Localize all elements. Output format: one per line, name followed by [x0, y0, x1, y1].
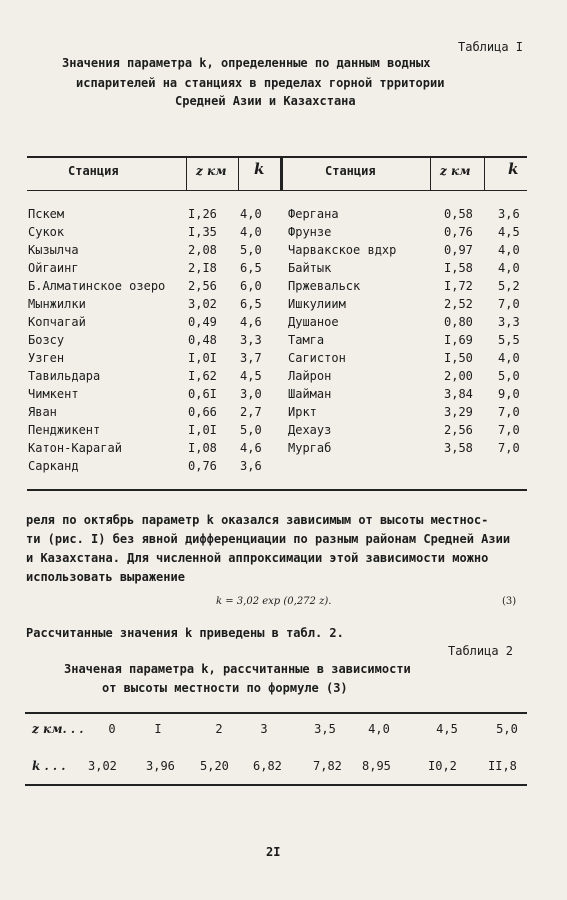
- z-value: 2,I8: [188, 261, 217, 275]
- z-value: 0,76: [444, 225, 473, 239]
- z-value: 0,66: [188, 405, 217, 419]
- table2-k-label: k . . .: [32, 759, 66, 773]
- paragraph-line-1: реля по октябрь параметр k оказался зависимым от высоты местнос-: [26, 513, 489, 527]
- paragraph-line-2: ти (рис. I) без явной дифференциации по разным районам Средней Азии: [26, 532, 511, 546]
- z-value: I,26: [188, 207, 217, 221]
- z-value: I,72: [444, 279, 473, 293]
- z-value: I,69: [444, 333, 473, 347]
- k-value: 4,0: [498, 243, 520, 257]
- k-value: 6,5: [240, 297, 262, 311]
- table2-title-line-2: от высоты местности по формуле (3): [102, 681, 348, 695]
- table1-title-line-3: Средней Азии и Казахстана: [175, 94, 356, 108]
- z-cell: 3,5: [314, 722, 336, 736]
- z-cell: I: [154, 722, 162, 736]
- formula: k = 3,02 exp (0,272 z).: [216, 596, 332, 607]
- k-cell: 8,95: [362, 759, 391, 773]
- k-value: 3,7: [240, 351, 262, 365]
- station-name: Байтык: [288, 261, 332, 275]
- z-cell: 3: [260, 722, 268, 736]
- k-cell: 3,02: [88, 759, 117, 773]
- header-k-left: k: [254, 160, 265, 178]
- z-value: I,08: [188, 441, 217, 455]
- k-cell: I0,2: [428, 759, 457, 773]
- z-value: 0,49: [188, 315, 217, 329]
- z-value: 2,52: [444, 297, 473, 311]
- station-name: Лайрон: [288, 369, 332, 383]
- station-name: Мынжилки: [28, 297, 86, 311]
- k-value: 7,0: [498, 405, 520, 419]
- station-name: Иркт: [288, 405, 317, 419]
- table2-z-label: z км. . .: [32, 722, 84, 736]
- z-value: I,62: [188, 369, 217, 383]
- station-name: Кызылча: [28, 243, 79, 257]
- z-value: 2,56: [444, 423, 473, 437]
- k-value: 4,5: [498, 225, 520, 239]
- k-value: 7,0: [498, 441, 520, 455]
- z-cell: 4,5: [436, 722, 458, 736]
- table1-col-divider: [186, 158, 187, 190]
- table1-header-rule: [27, 190, 527, 191]
- station-name: Тамга: [288, 333, 325, 347]
- k-cell: 7,82: [313, 759, 342, 773]
- z-cell: 2: [215, 722, 223, 736]
- k-value: 2,7: [240, 405, 262, 419]
- z-value: I,58: [444, 261, 473, 275]
- k-cell: II,8: [488, 759, 517, 773]
- formula-number: (3): [502, 596, 517, 607]
- z-cell: 5,0: [496, 722, 518, 736]
- k-value: 5,0: [240, 243, 262, 257]
- station-name: Бозсу: [28, 333, 65, 347]
- station-name: Узген: [28, 351, 65, 365]
- z-value: 0,76: [188, 459, 217, 473]
- station-name: Сукок: [28, 225, 65, 239]
- k-value: 6,0: [240, 279, 262, 293]
- z-value: I,0I: [188, 423, 217, 437]
- header-z-right: z км: [440, 164, 471, 178]
- table1-col-divider: [280, 158, 283, 190]
- z-value: 0,97: [444, 243, 473, 257]
- page-number: 2I: [266, 845, 281, 859]
- z-value: 0,58: [444, 207, 473, 221]
- k-value: 5,5: [498, 333, 520, 347]
- station-name: Катон-Карагай: [28, 441, 122, 455]
- station-name: Сагистон: [288, 351, 346, 365]
- table1-caption: Таблица I: [458, 40, 524, 54]
- station-name: Ойгаинг: [28, 261, 79, 275]
- z-value: 3,84: [444, 387, 473, 401]
- z-value: 3,29: [444, 405, 473, 419]
- k-value: 3,3: [498, 315, 520, 329]
- z-value: I,0I: [188, 351, 217, 365]
- k-value: 3,3: [240, 333, 262, 347]
- k-value: 4,0: [498, 351, 520, 365]
- table1-col-divider: [484, 158, 485, 190]
- k-value: 5,0: [498, 369, 520, 383]
- table2-caption: Таблица 2: [448, 644, 514, 658]
- station-name: Пенджикент: [28, 423, 101, 437]
- header-k-right: k: [508, 160, 519, 178]
- z-value: 0,80: [444, 315, 473, 329]
- k-value: 5,0: [240, 423, 262, 437]
- z-value: 0,6I: [188, 387, 217, 401]
- station-name: Шайман: [288, 387, 332, 401]
- z-value: I,35: [188, 225, 217, 239]
- station-name: Б.Алматинское озеро: [28, 279, 166, 293]
- table1-top-rule: [27, 156, 527, 158]
- table1-title-line-1: Значения параметра k, определенные по данным водных: [62, 56, 431, 70]
- k-value: 4,5: [240, 369, 262, 383]
- z-value: 0,48: [188, 333, 217, 347]
- station-name: Дехауз: [288, 423, 332, 437]
- station-name: Сарканд: [28, 459, 79, 473]
- station-name: Фергана: [288, 207, 339, 221]
- k-cell: 5,20: [200, 759, 229, 773]
- k-cell: 3,96: [146, 759, 175, 773]
- table1-col-divider: [238, 158, 239, 190]
- table1-title-line-2: испарителей на станциях в пределах горной трритории: [76, 76, 445, 90]
- station-name: Чимкент: [28, 387, 79, 401]
- k-value: 5,2: [498, 279, 520, 293]
- k-value: 9,0: [498, 387, 520, 401]
- z-cell: 4,0: [368, 722, 390, 736]
- k-value: 7,0: [498, 423, 520, 437]
- z-value: 3,58: [444, 441, 473, 455]
- station-name: Душаное: [288, 315, 339, 329]
- k-value: 4,0: [240, 225, 262, 239]
- z-value: 2,56: [188, 279, 217, 293]
- station-name: Тавильдара: [28, 369, 101, 383]
- table1-bottom-rule: [27, 489, 527, 491]
- computed-values-line: Рассчитанные значения k приведены в табл. 2.: [26, 626, 344, 640]
- header-z-left: z км: [196, 164, 227, 178]
- z-value: 3,02: [188, 297, 217, 311]
- station-name: Пскем: [28, 207, 65, 221]
- z-value: 2,00: [444, 369, 473, 383]
- k-value: 3,0: [240, 387, 262, 401]
- header-station-right: Станция: [325, 164, 376, 178]
- k-value: 4,0: [498, 261, 520, 275]
- z-value: I,50: [444, 351, 473, 365]
- k-value: 6,5: [240, 261, 262, 275]
- station-name: Фрунзе: [288, 225, 332, 239]
- k-cell: 6,82: [253, 759, 282, 773]
- z-value: 2,08: [188, 243, 217, 257]
- header-station-left: Станция: [68, 164, 119, 178]
- k-value: 3,6: [498, 207, 520, 221]
- k-value: 3,6: [240, 459, 262, 473]
- station-name: Пржевальск: [288, 279, 361, 293]
- z-cell: 0: [108, 722, 116, 736]
- station-name: Ишкулиим: [288, 297, 346, 311]
- k-value: 4,6: [240, 315, 262, 329]
- table1-col-divider: [430, 158, 431, 190]
- station-name: Мургаб: [288, 441, 332, 455]
- station-name: Яван: [28, 405, 57, 419]
- station-name: Чарвакское вдхр: [288, 243, 397, 257]
- table2-title-line-1: Значеная параметра k, рассчитанные в зависимости: [64, 662, 411, 676]
- paragraph-line-3: и Казахстана. Для численной аппроксимации этой зависимости можно: [26, 551, 489, 565]
- station-name: Копчагай: [28, 315, 86, 329]
- paragraph-line-4: использовать выражение: [26, 570, 185, 584]
- k-value: 7,0: [498, 297, 520, 311]
- table2-top-rule: [25, 712, 527, 714]
- k-value: 4,6: [240, 441, 262, 455]
- table2-bottom-rule: [25, 784, 527, 786]
- k-value: 4,0: [240, 207, 262, 221]
